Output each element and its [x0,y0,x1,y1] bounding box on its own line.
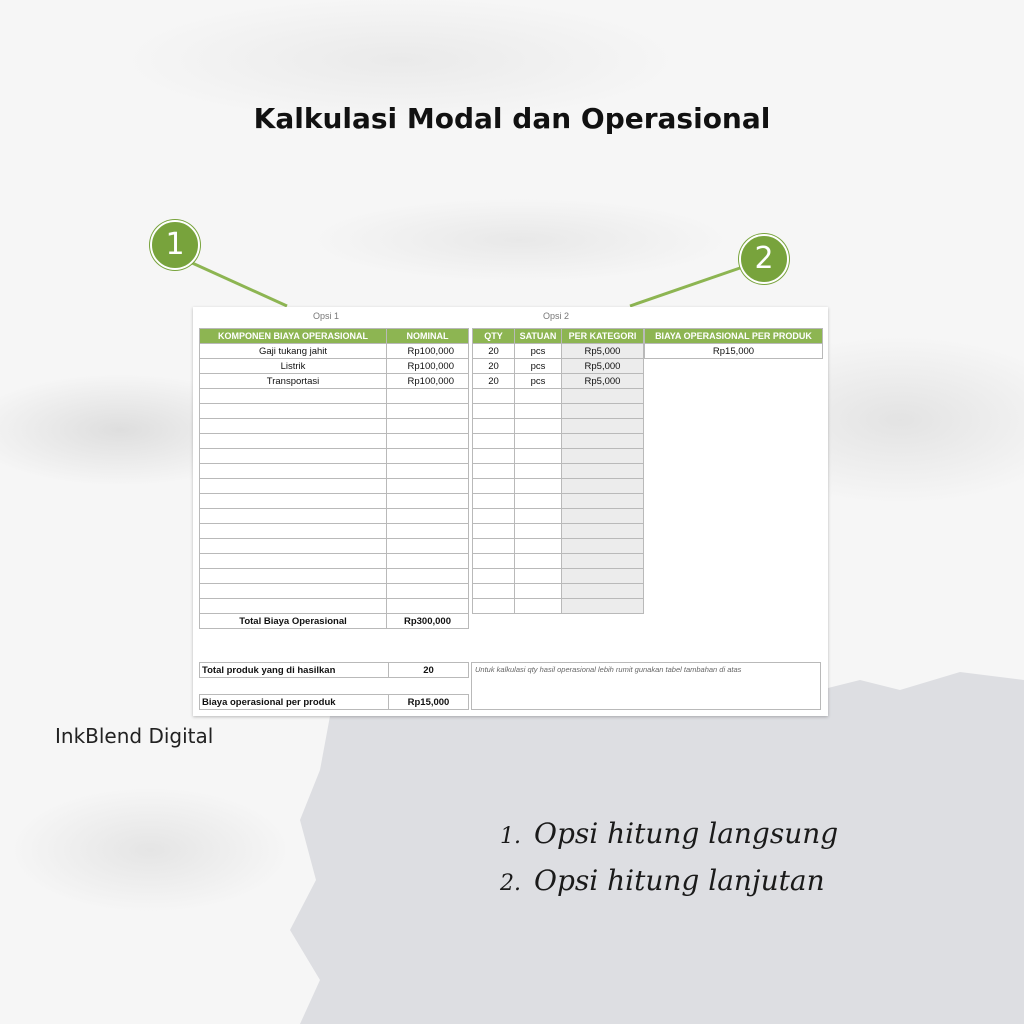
option-number: 2. [500,871,521,896]
empty-row [200,584,469,599]
empty-cell[interactable] [562,584,644,599]
empty-cell[interactable] [562,419,644,434]
empty-row [200,389,469,404]
connector-line-2 [630,268,740,306]
opsi2-label: Opsi 2 [543,311,570,321]
empty-cell[interactable] [200,464,387,479]
empty-row [200,449,469,464]
cell-satuan[interactable]: pcs [515,359,562,374]
table-per-product [199,694,469,710]
option-item [500,812,838,859]
empty-cell[interactable] [473,494,515,509]
option-item [500,859,838,906]
header-qty: QTY [473,329,515,344]
option-label: Opsi hitung langsung [534,817,839,850]
options-list [500,812,838,906]
empty-cell[interactable] [473,404,515,419]
empty-cell[interactable] [562,524,644,539]
total-label: Total Biaya Operasional [200,614,387,629]
empty-cell[interactable] [473,419,515,434]
empty-cell[interactable] [387,404,469,419]
cell-qty[interactable]: 20 [473,344,515,359]
empty-row [473,599,644,614]
empty-row [473,449,644,464]
produced-label: Total produk yang di hasilkan [200,663,389,678]
table-row [473,374,644,389]
cell-qty[interactable]: 20 [473,359,515,374]
option-label: Opsi hitung lanjutan [534,864,825,897]
header-cost-per-product: BIAYA OPERASIONAL PER PRODUK [645,329,823,344]
empty-cell[interactable] [515,584,562,599]
empty-cell[interactable] [200,539,387,554]
produced-value[interactable]: 20 [389,663,469,678]
cell-component[interactable]: Transportasi [200,374,387,389]
empty-row [473,419,644,434]
empty-cell[interactable] [200,389,387,404]
empty-row [200,599,469,614]
empty-cell[interactable] [473,569,515,584]
cell-nominal[interactable]: Rp100,000 [387,359,469,374]
per-product-value[interactable]: Rp15,000 [389,695,469,710]
empty-row [473,389,644,404]
empty-cell[interactable] [562,479,644,494]
empty-cell[interactable] [515,554,562,569]
table-row [473,359,644,374]
empty-cell[interactable] [473,584,515,599]
empty-row [200,404,469,419]
empty-cell[interactable] [387,419,469,434]
cell-component[interactable]: Gaji tukang jahit [200,344,387,359]
empty-cell[interactable] [473,599,515,614]
empty-cell[interactable] [473,539,515,554]
cell-nominal[interactable]: Rp100,000 [387,374,469,389]
empty-cell[interactable] [562,449,644,464]
empty-cell[interactable] [562,464,644,479]
table-operational-costs [199,328,469,629]
empty-cell[interactable] [473,449,515,464]
per-product-label: Biaya operasional per produk [200,695,389,710]
empty-row [473,554,644,569]
empty-cell[interactable] [515,389,562,404]
page-title: Kalkulasi Modal dan Operasional [253,102,771,135]
empty-cell[interactable] [387,479,469,494]
empty-cell[interactable] [515,464,562,479]
header-per-kategori: PER KATEGORI [562,329,644,344]
empty-cell[interactable] [200,419,387,434]
empty-row [200,509,469,524]
empty-cell[interactable] [515,539,562,554]
badge-1: 1 [150,220,200,270]
empty-cell[interactable] [200,509,387,524]
cell-per-kategori[interactable]: Rp5,000 [562,374,644,389]
empty-row [200,554,469,569]
connector-line-1 [190,262,287,306]
total-row [200,614,469,629]
empty-row [473,539,644,554]
empty-row [200,419,469,434]
empty-row [200,524,469,539]
empty-cell[interactable] [387,464,469,479]
empty-row [200,434,469,449]
cell-satuan[interactable]: pcs [515,344,562,359]
empty-cell[interactable] [562,404,644,419]
empty-cell[interactable] [200,404,387,419]
cell-qty[interactable]: 20 [473,374,515,389]
empty-cell[interactable] [515,404,562,419]
empty-cell[interactable] [473,554,515,569]
empty-cell[interactable] [515,599,562,614]
empty-cell[interactable] [387,569,469,584]
brand-name: InkBlend Digital [55,724,214,748]
empty-cell[interactable] [562,494,644,509]
empty-cell[interactable] [387,434,469,449]
empty-cell[interactable] [473,524,515,539]
empty-row [473,404,644,419]
spreadsheet [193,307,828,716]
empty-cell[interactable] [515,569,562,584]
empty-cell[interactable] [562,434,644,449]
header-satuan: SATUAN [515,329,562,344]
empty-cell[interactable] [473,479,515,494]
cell-per-kategori[interactable]: Rp5,000 [562,359,644,374]
table-produced [199,662,469,678]
option-number: 1. [500,824,521,849]
table-row [200,344,469,359]
empty-cell[interactable] [473,434,515,449]
empty-cell[interactable] [387,494,469,509]
empty-row [473,569,644,584]
empty-cell[interactable] [515,509,562,524]
empty-cell[interactable] [515,494,562,509]
empty-cell[interactable] [200,479,387,494]
cell-nominal[interactable]: Rp100,000 [387,344,469,359]
empty-cell[interactable] [473,389,515,404]
empty-cell[interactable] [515,434,562,449]
cell-per-kategori[interactable]: Rp5,000 [562,344,644,359]
empty-cell[interactable] [562,599,644,614]
empty-cell[interactable] [387,449,469,464]
cell-component[interactable]: Listrik [200,359,387,374]
empty-cell[interactable] [515,479,562,494]
empty-cell[interactable] [473,509,515,524]
cell-cost-per-product[interactable]: Rp15,000 [645,344,823,359]
header-component: KOMPONEN BIAYA OPERASIONAL [200,329,387,344]
empty-cell[interactable] [562,569,644,584]
empty-cell[interactable] [387,584,469,599]
empty-cell[interactable] [200,569,387,584]
table-row [473,344,644,359]
badge-2: 2 [739,234,789,284]
empty-cell[interactable] [387,524,469,539]
empty-row [473,494,644,509]
empty-cell[interactable] [200,524,387,539]
empty-cell[interactable] [200,599,387,614]
table-row [200,374,469,389]
empty-row [200,569,469,584]
empty-row [473,479,644,494]
empty-row [200,464,469,479]
empty-cell[interactable] [562,554,644,569]
total-value[interactable]: Rp300,000 [387,614,469,629]
empty-cell[interactable] [562,389,644,404]
table-cost-per-product [644,328,823,359]
table-row [200,359,469,374]
empty-cell[interactable] [562,509,644,524]
empty-row [473,434,644,449]
empty-row [200,479,469,494]
opsi1-label: Opsi 1 [313,311,340,321]
empty-cell[interactable] [200,449,387,464]
empty-cell[interactable] [387,599,469,614]
empty-cell[interactable] [200,584,387,599]
empty-cell[interactable] [387,509,469,524]
empty-row [473,464,644,479]
header-nominal: NOMINAL [387,329,469,344]
empty-row [200,539,469,554]
note-box: Untuk kalkulasi qty hasil operasional lebih rumit gunakan tabel tambahan di atas [471,662,821,710]
empty-cell[interactable] [387,539,469,554]
empty-cell[interactable] [200,434,387,449]
empty-cell[interactable] [200,494,387,509]
empty-cell[interactable] [515,524,562,539]
empty-cell[interactable] [473,464,515,479]
empty-cell[interactable] [515,419,562,434]
empty-cell[interactable] [200,554,387,569]
empty-cell[interactable] [515,449,562,464]
table-per-category [472,328,644,614]
empty-cell[interactable] [387,389,469,404]
empty-row [200,494,469,509]
empty-cell[interactable] [562,539,644,554]
empty-row [473,524,644,539]
empty-cell[interactable] [387,554,469,569]
empty-row [473,584,644,599]
empty-row [473,509,644,524]
cell-satuan[interactable]: pcs [515,374,562,389]
